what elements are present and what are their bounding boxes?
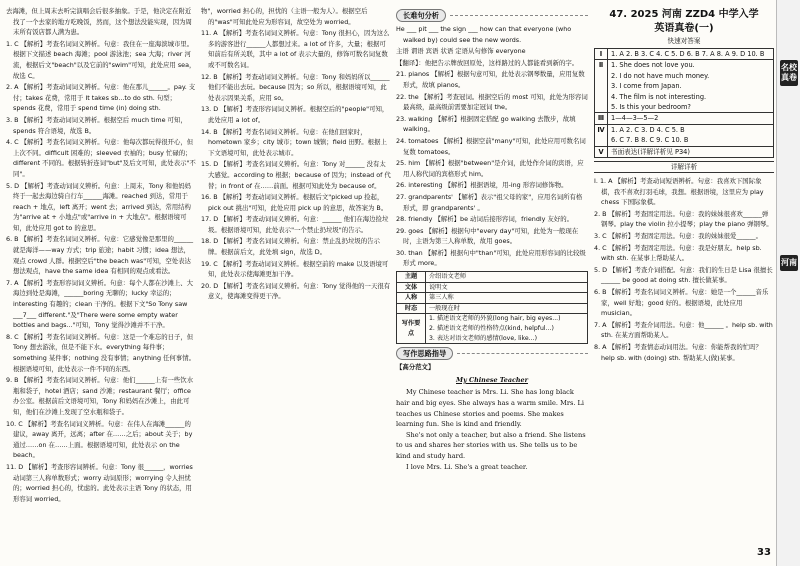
page-number: 33 [757,547,771,558]
essay-paragraph: I love Mrs. Li. She's a great teacher. [406,462,528,471]
list-item: 21. pianos 【解析】根据句意可知，此处表示钢琴数量，应用复数形式，故填 pianos。 [396,70,585,89]
answer-row [595,49,773,60]
list-item: 物"，worried 担心的，担忧的（主语一般为人）。根据空后的"was"可知此处应为形容词，故空处为 worried。 [201,7,368,26]
section-header-writing [396,347,588,360]
list-item: 25. him 【解析】根据"between"是介词，此处作介词的宾语，应用人称代词的宾格形式 him。 [396,159,584,178]
outline-value: 1. 描述语文老师的外貌(long hair, big eyes...) 2. 描述语文老师的性格特点(kind, helpful...) 3. 表达对语文老师的感情(love, like...) [426,314,588,344]
answer-section-value: 1. A 2. C 3. D 4. C 5. B 6. C 7. B 8. C 9. C 10. B [611,125,689,145]
answer-section-key: Ⅰ [595,49,608,59]
list-item: 22. the 【解析】考查冠词。根据空后的 most 可知，此处为形容词最高级，最高级前需要加定冠词 the。 [396,92,588,112]
answer-table [594,48,774,158]
section-header-sentence-analysis [396,9,588,22]
list-item: 7. A 【解析】考查形容词词义辨析。句意：每个人都在沙滩上、大海边到处是海滩，______boring 无聊的；lucky 幸运的；interesting 有趣的；clean 干净的。根据下文"So Tony saw ___7___ different."及"There were some empty water bottles and bags..."可知，Tony 觉得沙滩并不干净。 [6,278,194,330]
list-item: 【翻译】：他把告示牌放回原处，这样路过的人都能看到新的字。 [396,58,579,67]
outline-header-value: 介绍语文老师 [426,272,588,283]
list-item: 11. A 【解析】考查名词词义辨析。句意：Tony 很担心，因为这么多的游客进行______人都想过来。a lot of 许多，大量；根据可知前后有所关联，其中 a lot of 表示大量的，修饰可数名词复数或不可数名词。 [201,29,390,69]
quick-answer-title: 快速对答案 [667,37,701,45]
list-item: 12. B 【解析】考查动词词义辨析。句意：Tony 和妈妈所以______ 他们不能出去玩。because 因为；so 所以，根据语境可知，此处表示因果关系，应用 so。 [201,72,390,102]
column-2 [201,6,391,558]
right-sidebar [776,0,800,566]
list-item: 9. B 【解析】考查名词词义辨析。句意：他们______上有一些饮水瓶和袋子，hotel 酒店；sand 沙滩；restaurant 餐厅；office 办公室。根据前后文语境可知，Tony 和妈妈在沙滩上，由此可知，他们在沙滩上发现了空水瓶和袋子。 [6,376,194,416]
list-item: 3. B 【解析】考查动词词义辨析。根据空后 much time 可知，spends 符合语境，故选 B。 [6,115,187,135]
list-item: 2. B 【解析】考查固定用法。句意：我的妹妹很喜欢______弹钢琴。play the violin 拉小提琴；play the piano 弹钢琴。 [594,209,773,229]
answer-section-key: Ⅳ [595,125,608,146]
table-row [397,293,588,304]
details-title: 详解详析 [594,161,774,173]
list-item: 20. D 【解析】考查名词词义辨析。句意：Tony 觉得他的一天很有意义，使海滩变得更干净。 [201,281,391,301]
answer-section-key: Ⅲ [595,113,608,123]
answer-section-value: 1—4—3—5—2 [611,114,659,123]
table-row [397,272,588,283]
list-item: 11. D 【解析】考查形容词辨析。句意：Tony 很______，worries 动词第三人称单数形式；worry 动词原形；worrying 令人担忧的；worried 担心的，忧虑的。此处表示主语 Tony 的状态，用形容词 worried。 [6,462,193,503]
list-item: 29. goes 【解析】根据句中"every day"可知，此处为一般现在时，主语为第三人称单数，故用 goes。 [396,226,579,246]
list-item: 30. than 【解析】根据句中"than"可知，此处应用形容词的比较级形式 more。 [396,248,586,268]
section-pill: 写作思路指导 [396,347,453,360]
list-item: 27. grandparents' 【解析】表示"祖父母的家"，应用名词所有格形式，即 grandparents' 。 [396,192,583,212]
column-1 [6,6,196,558]
essay-paragraph: She's not only a teacher, but also a friend. She listens to us and shares her stories with us. She tells us to be kind and study hard. [396,430,586,460]
list-item: 6. B 【解析】考查名词词义辨析。句意：它感觉像是那里的______就是海洋——way 方式；trip 旅途；habit 习惯；idea 想法，观点 crowd 人群。根据空后"the beach was"可知，空处表达想法观点，have the same idea 有相同的观点或看法。 [6,235,194,276]
list-item: 13. D 【解析】考查形容词词义辨析。根据空后的"people"可知，此处应用 a lot of。 [201,105,389,124]
list-item: 23. walking 【解析】根据固定搭配 go walking 去散步，故填 walking。 [396,114,576,134]
essay-paragraph: My Chinese teacher is Mrs. Li. She has long black hair and big eyes. She always has a warm smile. Mrs. Li teaches us Chinese stories and poems. She makes learning fun. She is kind and friendly. [396,388,585,429]
outline-key: 人称 [397,293,426,304]
list-item: 18. D 【解析】考查名词词义辨析。句意：禁止乱扔垃圾的告示牌。根据前后文，此处填 sign，故选 D。 [201,237,380,257]
outline-key: 写作要点 [397,314,426,344]
answer-section-value: 1. She does not love you. 2. I do not have much money. 3. I come from Japan. 4. The film is not interesting. 5. Is this your bedroom? [611,61,710,112]
outline-value: 说明文 [426,282,588,293]
outline-value: 一般现在时 [426,303,588,314]
answer-row [595,113,773,124]
list-item: 4. C 【解析】考查名词词义辨析。句意：他每次都玩得很开心，但上次不同。difficult 困难的；sleeved 衣袖的；busy 忙碌的；different 不同的。根据转折连词"but"及后文可知，此处表示"不同"。 [6,138,196,178]
list-item: 3. C 【解析】考查固定用法。句意：我的妹妹很爱______。 [594,232,762,241]
answer-row [595,147,773,157]
outline-value: 第三人称 [426,293,588,304]
list-item: 5. D 【解析】考查动词词义辨析。句意：上周末，Tony 和他妈妈终于一起去海边骑自行车______海滩。reached 到达，常用于 reach + 地点，left 离开；went 去；arrived 到达，常用结构为"arrive at + 小地点"或"arrive in + 大地点"。根据语境可知，此处应用 got to 的意思。 [6,181,192,232]
list-item: 8. C 【解析】考查名词词义辨析。句意：这是一个难忘的日子，但 Tony 想去游泳，但是不能下水。everything 每件事；something 某件事；nothing 没有事情；anything 任何事情。根据语境可知，此处表示一件不同的东西。 [6,332,195,373]
answer-row [595,125,773,147]
list-item: 24. tomatoes 【解析】根据空前"many"可知，此处应用可数名词复数 tomatoes。 [396,136,586,156]
outline-header-key: 主题 [397,272,426,283]
outline-key: 时态 [397,303,426,314]
list-item: 去海滩，但上周末去听完演唱会后很多抽象。于是，他决定在附近找了一个去家的地方吃晚饭，然而，这个想法没能实现，因为周末所有饭店都人满为患。 [6,7,192,37]
outline-key: 文体 [397,282,426,293]
list-item: 19. C 【解析】考查动词词义辨析。根据空前的 make 以及语境可知，此处表示使海滩更加干净。 [201,259,389,279]
list-item: 10. C 【解析】考查名词词义辨析。句意：在伟人在海滩______的建议，away 离开，远离；after 在……之后；about 关于；by 通过……on 在……上面。根据语境可知，此处表示 on the beach。 [6,419,193,460]
exam-number: 47. 2025 河南 ZZD4 中学入学 [609,9,759,20]
column-3 [396,6,588,558]
answer-section-key: Ⅴ [595,147,608,157]
section-pill: 长难句分析 [396,9,446,22]
sidebar-label-top: 名校真卷 [780,60,798,86]
list-item: 5. D 【解析】考查介词搭配。句意：我们的生日是 Lisa 很擅长______ be good at doing sth. 擅长做某事。 [594,265,773,285]
essay-title: My Chinese Teacher [456,375,528,384]
list-item: He ___ pit ___ the sign ___ how can that everyone (who walked by) could see the new words. [396,25,572,44]
table-row [397,314,588,344]
list-item: 15. D 【解析】考查名词词义辨析。句意：Tony 对______ 没有太大感觉。according to 根据；because of 因为；instead of 代替；in front of 在……前面。根据可知此处为 because of。 [201,160,391,190]
exam-title: 英语真卷(一) [654,23,714,34]
list-item: 7. A 【解析】考查介词用法。句意：他______ 。help sb. with sth. 在某方面帮助某人。 [594,320,773,340]
answer-section-value: 1. A 2. B 3. C 4. C 5. D 6. B 7. A 8. A 9. D 10. B [611,50,765,58]
essay-note: 【高分范文】 [396,363,435,372]
list-item: 4. C 【解析】考查固定用法。句意：我是好朋友。help sb. with sth. 在某事上帮助某人。 [594,243,762,263]
list-item: 17. D 【解析】考查动词词义辨析。句意：______ 他们在海边捡垃圾。根据语境可知，此处表示"一个禁止扔垃圾"的告示。 [201,215,389,234]
writing-outline-table [396,271,588,344]
list-item: 6. B 【解析】考查名词词义辨析。句意：她是一个______音乐家，well 好地；good 好的。根据语境，此处应用 musician。 [594,288,769,318]
list-item: 16. B 【解析】考查动词词义辨析。根据后文"picked up 捡起，pick out 挑出"可知，此处应用 pick up 的意思，故答案为 B。 [201,193,388,212]
list-item: 26. interesting 【解析】根据语境，用-ing 形容词修饰物。 [396,181,568,190]
list-item: 1. C 【解析】考查名词词义辨析。句意：我住在一座海滨城市里。根据下文描述 beach 海滩；pool 游泳池；sea 大海；river 河流，根据后文"beach"以及它前的"swim"可知，此处应用 sea，故选 C。 [6,39,196,80]
list-item: Ⅰ. 1. A 【解析】考查动词短语辨析。句意：我喜欢下国际象棋，我不喜欢打羽毛球，我想。根据语境，这里应为 play chess 下国际象棋。 [594,177,764,207]
list-item: 14. B 【解析】考查名词词义辨析。句意：在他们回家时，hometown 家乡；city 城市；town 城镇；field 田野。根据上下文语境可知，此处表示城市。 [201,127,387,157]
list-item: 主语 谓语 宾语 状语 定语从句修饰 everyone [396,47,526,56]
answer-section-value: 书面表达(详解详析见 P34) [611,147,690,156]
table-row [397,282,588,293]
answer-row [595,60,773,113]
list-item: 28. friendly 【解析】be 动词后接形容词，friendly 友好的。 [396,215,574,224]
sidebar-label-region: 河南 [780,255,798,271]
column-4 [594,6,774,558]
table-row [397,303,588,314]
list-item: 8. A 【解析】考查情态动词用法。句意：你能帮我的忙吗？help sb. with (doing) sth. 帮助某人(做)某事。 [594,342,762,362]
list-item: 2. A 【解析】考查动词词义辨析。句意：他在那儿______。pay. 支付；takes 花费，常用于 It takes sb...to do sth. 句型；spends 花费，常用于 spend time (in) doing sth. [6,83,196,113]
answer-section-key: Ⅱ [595,60,608,112]
